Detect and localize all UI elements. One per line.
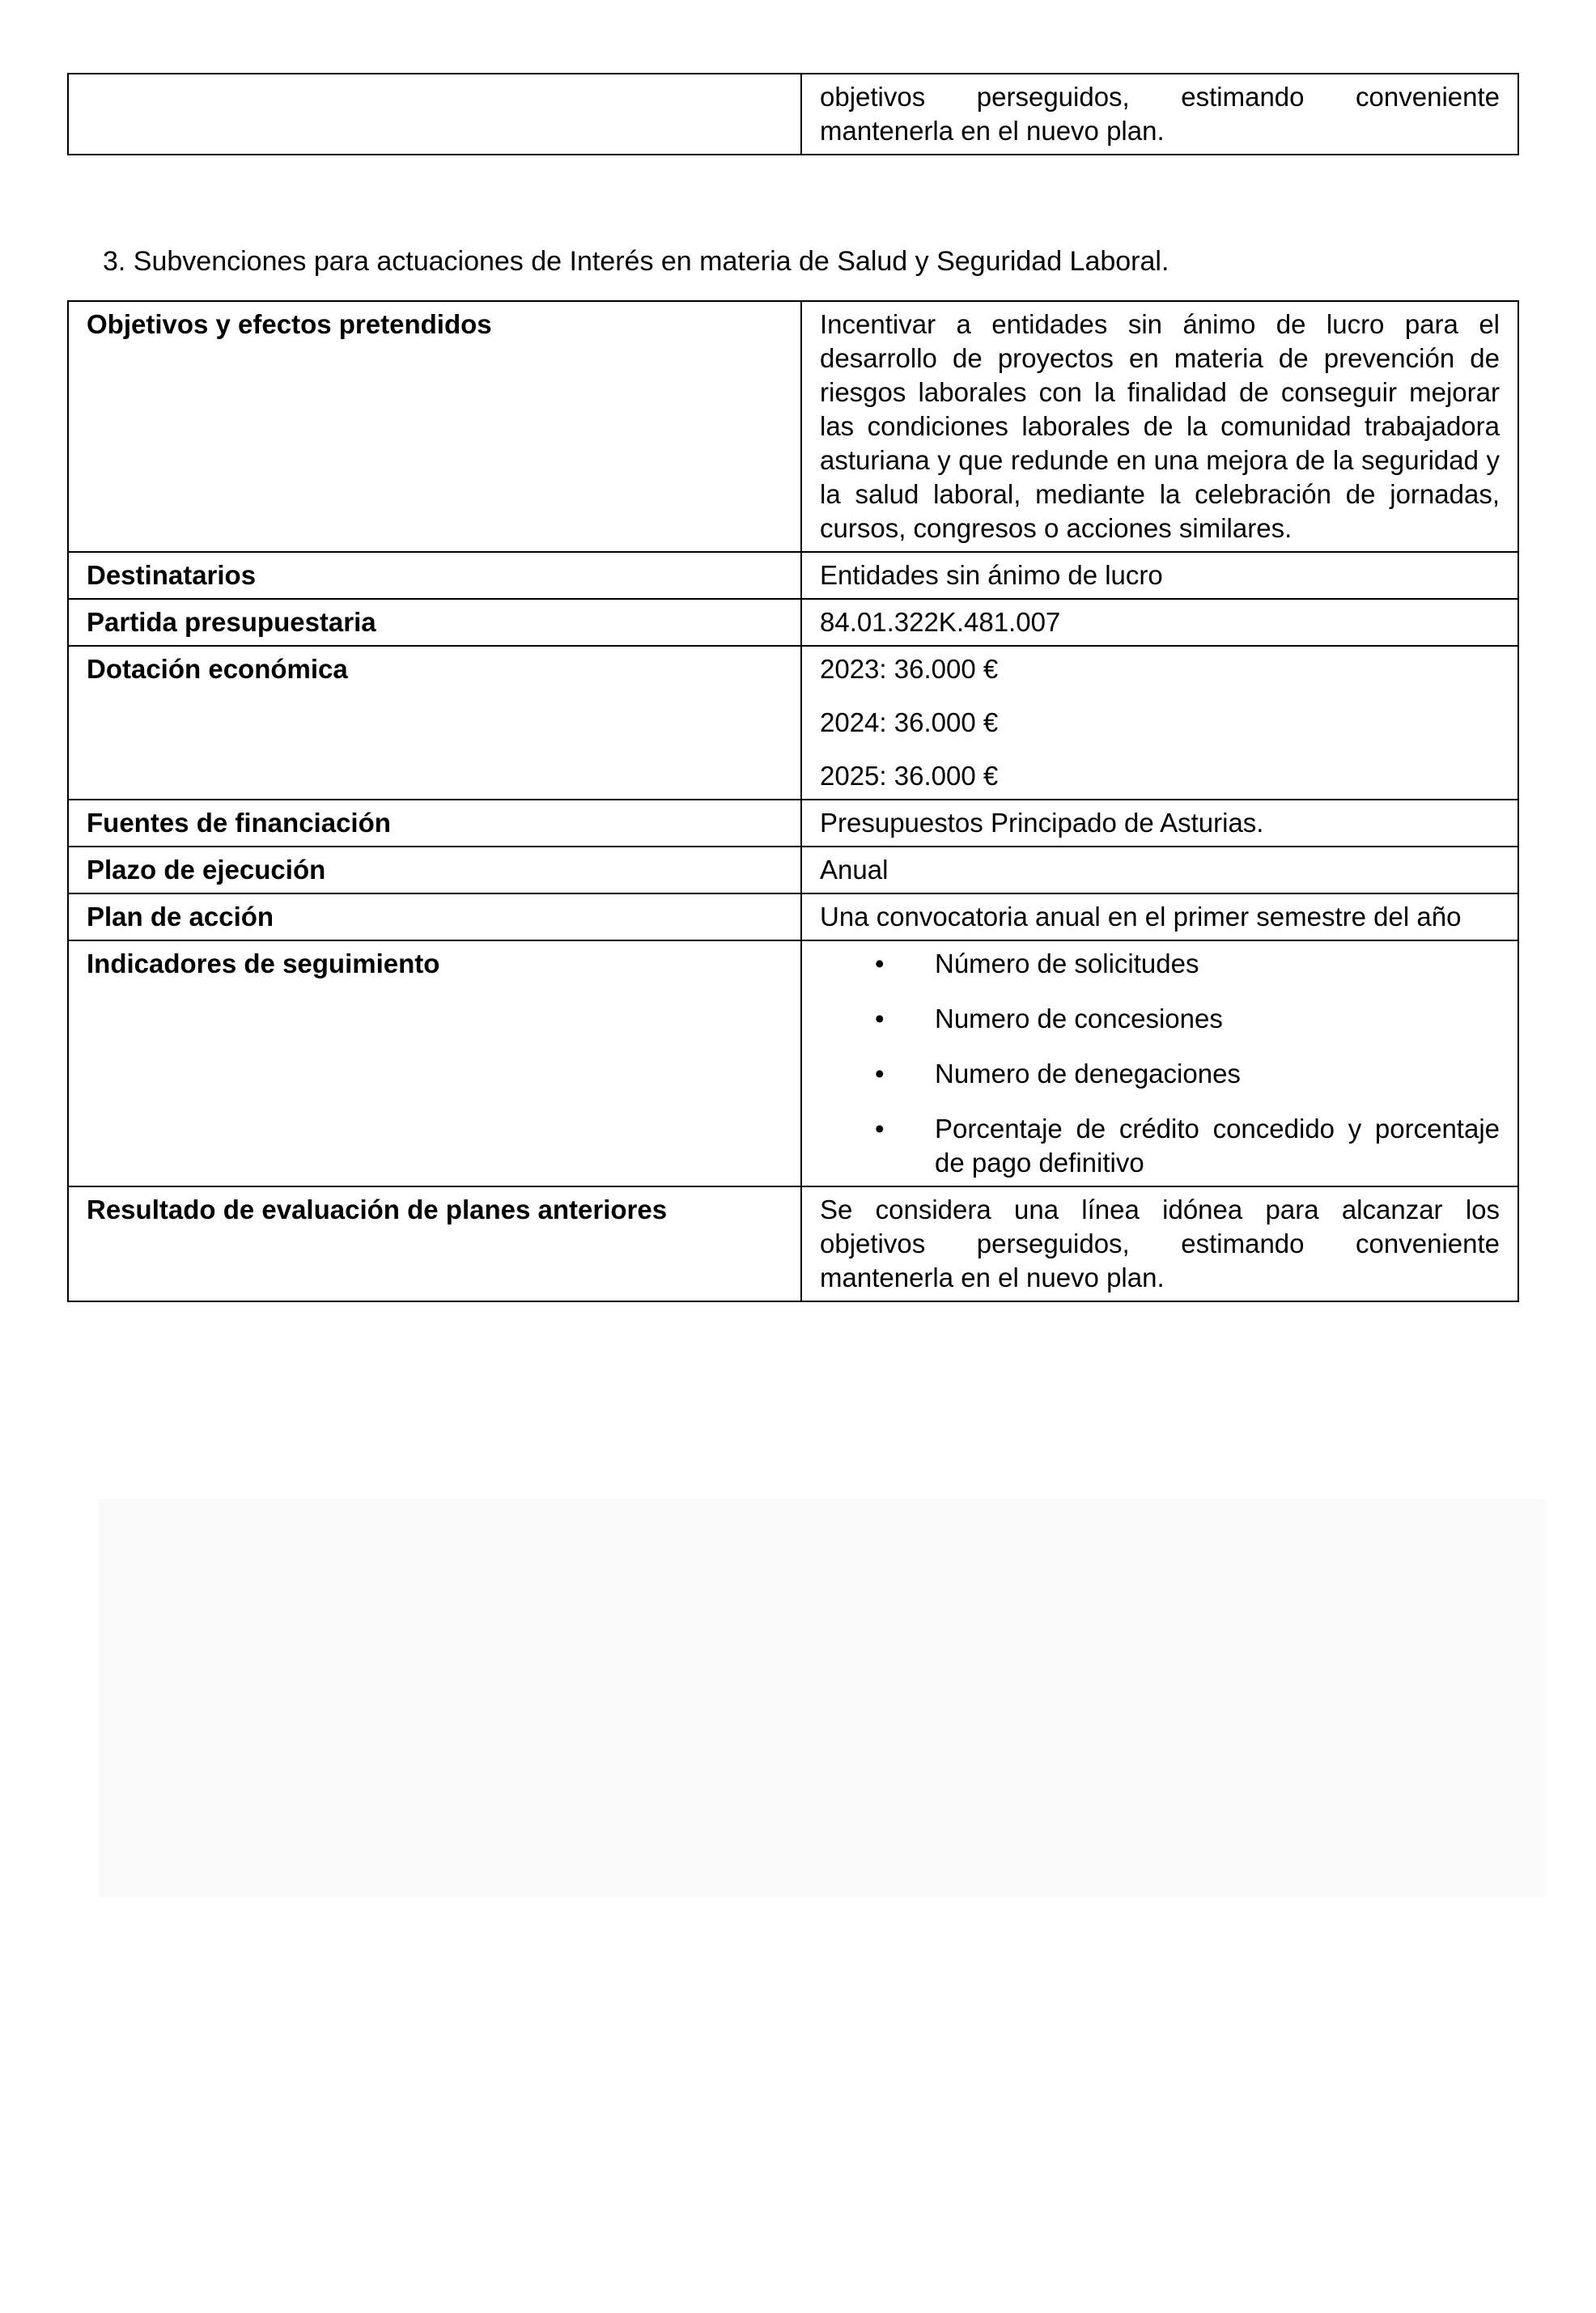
indicators-label: Indicadores de seguimiento [68,940,801,1186]
subsidy-details-table [67,300,1519,1302]
table-row [68,800,1518,847]
empty-label-cell [68,74,801,155]
evaluation-result-value: objetivos perseguidos, estimando conveniente mantenerla en el nuevo plan. [801,74,1518,155]
recipients-value: Entidades sin ánimo de lucro [801,552,1518,599]
recipients-label: Destinatarios [68,552,801,599]
evaluation-result-label: Resultado de evaluación de planes anteriores [68,1186,801,1301]
table-row [68,552,1518,599]
bullet-icon: • [875,949,885,978]
objectives-label: Objetivos y efectos pretendidos [68,301,801,552]
table-row [68,301,1518,552]
bullet-icon: • [875,1114,885,1144]
list-item [820,1002,1500,1036]
funding-amount-values [801,646,1518,800]
funding-sources-value: Presupuestos Principado de Asturias. [801,800,1518,847]
bullet-icon: • [875,1004,885,1033]
table-row [68,893,1518,940]
table-row [68,1186,1518,1301]
amount-2023: 2023: 36.000 € [820,654,999,684]
execution-term-label: Plazo de ejecución [68,847,801,893]
amount-2024: 2024: 36.000 € [820,707,999,737]
funding-sources-label: Fuentes de financiación [68,800,801,847]
list-item [820,1112,1500,1180]
execution-term-value: Anual [801,847,1518,893]
section-title: 3. Subvenciones para actuaciones de Interés en materia de Salud y Seguridad Laboral. [103,246,1169,277]
funding-amount-label: Dotación económica [68,646,801,800]
bullet-icon: • [875,1059,885,1089]
table-row [68,599,1518,646]
evaluation-result-value: Se considera una línea idónea para alcanzar los objetivos perseguidos, estimando conveniente mantenerla en el nuevo plan. [801,1186,1518,1301]
indicator-text: Numero de denegaciones [935,1059,1241,1089]
list-item [820,947,1500,981]
previous-section-table [67,73,1519,155]
indicator-text: Porcentaje de crédito concedido y porcentaje de pago definitivo [935,1114,1500,1178]
blank-image-area [98,1499,1546,1897]
indicator-text: Número de solicitudes [935,949,1199,978]
amount-2025: 2025: 36.000 € [820,761,999,791]
action-plan-value: Una convocatoria anual en el primer semestre del año [801,893,1518,940]
table-row [68,646,1518,800]
table-row [68,940,1518,1186]
action-plan-label: Plan de acción [68,893,801,940]
indicators-list [820,947,1500,1180]
objectives-value: Incentivar a entidades sin ánimo de lucro para el desarrollo de proyectos en materia de prevención de riesgos laborales con la finalidad de conseguir mejorar las condiciones laborales de la comunidad trabajadora asturiana y que redunde en una mejora de la seguridad y la salud laboral, mediante la celebración de jornadas, cursos, congresos o acciones similares. [801,301,1518,552]
budget-line-value: 84.01.322K.481.007 [801,599,1518,646]
table-row [68,847,1518,893]
list-item [820,1057,1500,1091]
table-row [68,74,1518,155]
budget-line-label: Partida presupuestaria [68,599,801,646]
indicator-text: Numero de concesiones [935,1004,1223,1033]
indicators-list-cell [801,940,1518,1186]
